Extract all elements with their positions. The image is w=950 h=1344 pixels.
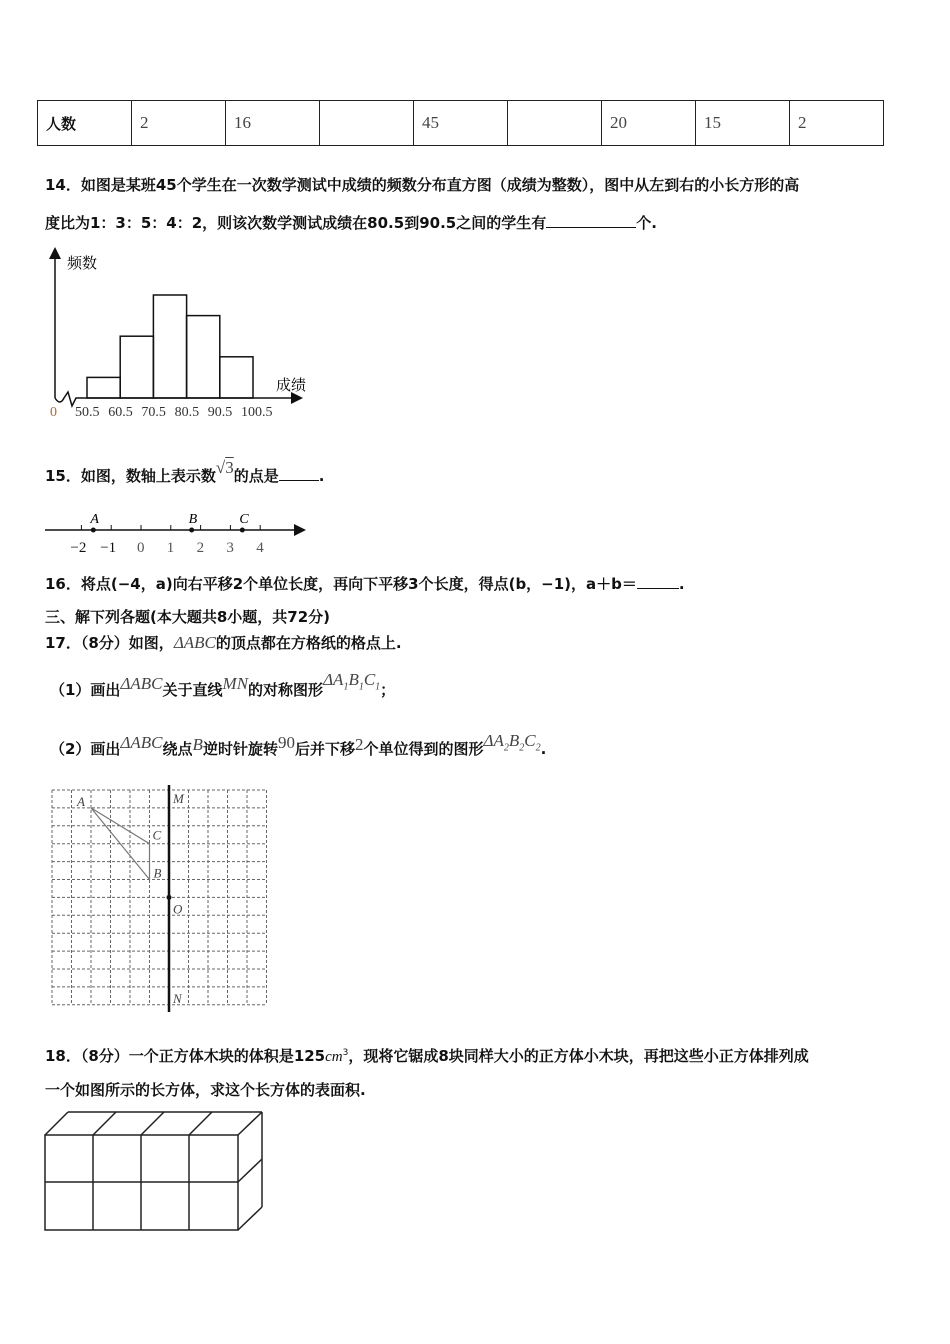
text: 逆时针旋转	[202, 740, 278, 758]
grid-point-label: B	[153, 865, 162, 881]
text: 后并下移	[294, 740, 355, 758]
point-label: C	[239, 512, 249, 527]
tick-label: 0	[137, 540, 145, 556]
histogram-bar	[87, 377, 120, 398]
tick-label: 2	[196, 540, 205, 556]
q16-end: .	[678, 575, 685, 593]
point-label: B	[188, 512, 198, 527]
text: （2）画出	[50, 740, 121, 758]
q15-label2: 的点是	[233, 467, 279, 485]
tick-label: 4	[256, 540, 264, 556]
histogram-bar	[220, 357, 253, 398]
x-tick-label: 80.5	[174, 405, 200, 420]
histogram-bar	[120, 336, 153, 398]
t: ΔA	[323, 670, 344, 689]
grid-paper	[52, 785, 267, 1012]
x-tick-label: 60.5	[108, 405, 133, 420]
sqrt3: √3	[215, 458, 234, 477]
text: 关于直线	[162, 681, 223, 699]
math-a1b1c1	[323, 670, 381, 693]
table-cell: 2	[790, 101, 884, 146]
q17-part1	[50, 670, 396, 707]
grid-point-label: A	[77, 793, 85, 809]
q15-text	[45, 458, 325, 486]
text: 个单位得到的图形	[363, 740, 484, 758]
tick-label: −1	[100, 540, 117, 556]
answer-blank[interactable]	[637, 574, 679, 589]
x-tick-label: 100.5	[241, 405, 273, 420]
q18-line2: 一个如图所示的长方体，求这个长方体的表面积.	[45, 1081, 366, 1099]
q14-line1: 14．如图是某班45个学生在一次数学测试中成绩的频数分布直方图（成绩为整数），图中从左到右的小长方形的高	[45, 176, 800, 194]
q15-label: 15．如图，数轴上表示数	[45, 467, 216, 485]
grid-point-label: C	[152, 827, 162, 843]
text: ；	[380, 681, 396, 699]
table-header: 人数	[38, 101, 132, 146]
histogram	[50, 250, 306, 420]
t: C	[363, 670, 376, 689]
point-o	[167, 895, 172, 900]
section-heading: 三、解下列各题(本大题共8小题，共72分)	[45, 608, 331, 626]
math-90: 90	[277, 733, 295, 752]
t: ΔA	[483, 731, 504, 750]
x-tick-label: 90.5	[207, 405, 233, 420]
x-tick-label: 70.5	[141, 405, 166, 420]
t: 1	[358, 681, 364, 693]
t: 1	[343, 681, 349, 693]
t: B	[508, 731, 520, 750]
text: .	[540, 740, 547, 758]
text: 18．（8分）一个正方体木块的体积是125	[45, 1047, 326, 1065]
math-2: 2	[354, 735, 364, 754]
text: 绕点	[162, 740, 193, 758]
math-b: B	[192, 735, 203, 754]
t: 2	[535, 742, 541, 754]
number-line	[45, 512, 303, 556]
t: 2	[503, 742, 509, 754]
table-cell: 45	[414, 101, 508, 146]
answer-blank[interactable]	[279, 466, 319, 481]
y-axis-label: 频数	[67, 256, 98, 272]
tick-label: 3	[226, 540, 234, 556]
math-abc: ΔABC	[120, 674, 163, 693]
sqrt-radicand: 3	[225, 458, 234, 477]
math-abc: ΔABC	[120, 733, 163, 752]
t: 1	[375, 681, 381, 693]
cuboid-figure	[45, 1112, 262, 1230]
point-B	[189, 528, 194, 533]
table-cell: 20	[602, 101, 696, 146]
histogram-bar	[187, 316, 220, 398]
grid-point-label: M	[173, 791, 184, 806]
q17-label2: 的顶点都在方格纸的格点上.	[215, 634, 402, 652]
q14-text-end: 个.	[636, 214, 657, 232]
table-cell: 2	[132, 101, 226, 146]
exponent: 3	[342, 1048, 349, 1058]
x-axis-label: 成绩	[276, 378, 307, 394]
t: C	[524, 731, 536, 750]
text: 的对称图形	[248, 681, 324, 699]
q17-label: 17．（8分）如图，	[45, 634, 174, 652]
q16-text	[45, 574, 685, 594]
point-C	[240, 528, 245, 533]
math-mn: MN	[222, 674, 249, 693]
point-label: A	[90, 512, 99, 527]
grid-point-label: O	[173, 901, 183, 917]
tick-label: 1	[166, 540, 175, 556]
q14-text: 度比为1：3：5：4：2，则该次数学测试成绩在80.5到90.5之间的学生有	[45, 214, 547, 232]
t: B	[348, 670, 359, 689]
math-a2b2c2	[483, 731, 541, 754]
t: 2	[519, 742, 525, 754]
tick-label: −2	[70, 540, 87, 556]
x-tick-label: 50.5	[75, 405, 100, 420]
origin-label: 0	[50, 405, 57, 420]
table-cell: 16	[226, 101, 320, 146]
q18-line1	[45, 1043, 809, 1067]
text: （1）画出	[50, 681, 121, 699]
grid-point-label: N	[173, 990, 182, 1006]
histogram-bar	[153, 295, 186, 398]
text: ，现将它锯成8块同样大小的正方体小木块，再把这些小正方体排列成	[348, 1047, 809, 1065]
unit: cm	[325, 1049, 343, 1065]
q15-end: .	[318, 467, 325, 485]
math-abc: ΔABC	[173, 633, 216, 652]
table-cell: 15	[696, 101, 790, 146]
q17-text	[45, 633, 402, 653]
q16-label: 16．将点(−4，a)向右平移2个单位长度，再向下平移3个长度，得点(b，−1)，a＋b＝	[45, 575, 637, 593]
q17-part2	[50, 731, 547, 766]
point-A	[91, 528, 96, 533]
x-axis	[55, 392, 300, 406]
